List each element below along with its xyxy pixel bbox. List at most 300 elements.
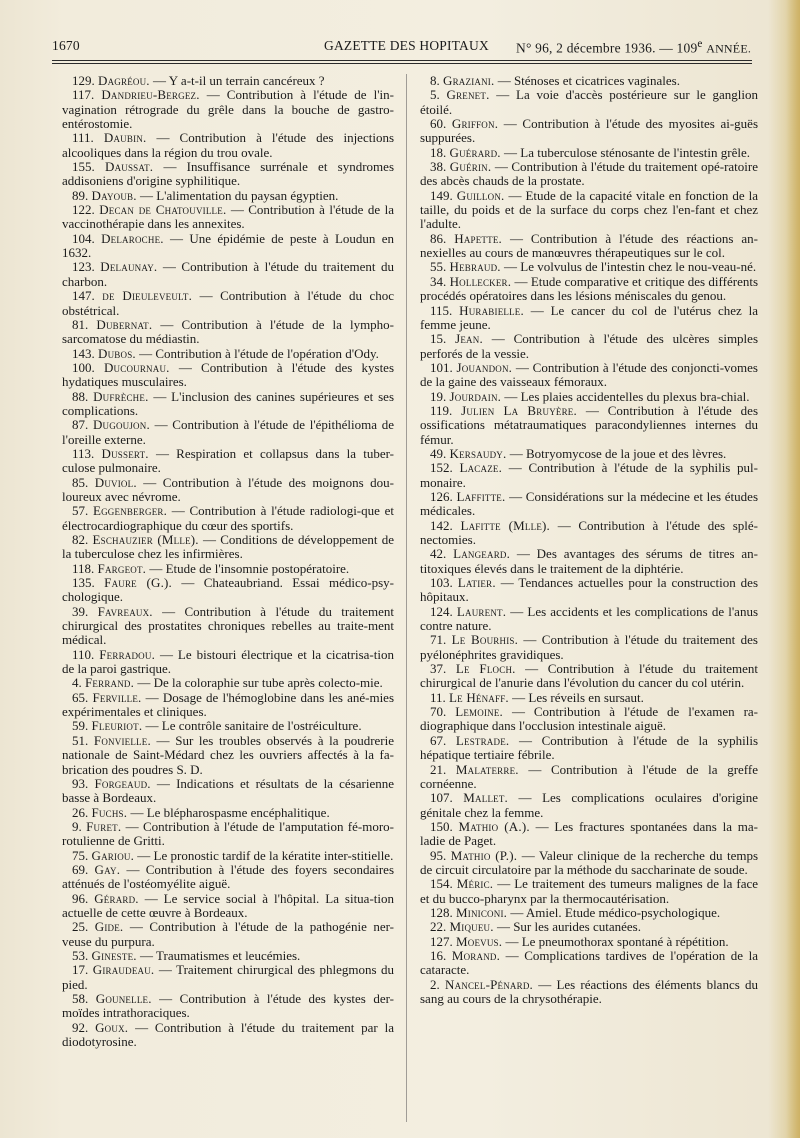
entry-number: 135. (72, 575, 95, 591)
entry-title: — Chateaubriand. Essai médico-psy-chologique. (62, 575, 394, 605)
entry-number: 65. (72, 689, 89, 705)
entry-title: — Contribution à l'étude du traitement par la diodotyrosine. (62, 1019, 394, 1050)
thesis-entry (420, 361, 758, 390)
thesis-entry (62, 447, 394, 476)
thesis-entry (62, 74, 394, 88)
thesis-entry (420, 88, 758, 117)
entry-title: — Contribution à l'étude des réactions an-nexielles au cours de manœuvres thérapeutiques sur le col. (420, 230, 758, 261)
thesis-entry (62, 418, 394, 447)
thesis-entry (62, 992, 394, 1021)
entry-author: Dayoub. (91, 187, 137, 203)
page-edge-stain (786, 0, 800, 1138)
entry-number: 95. (430, 847, 447, 863)
thesis-entry (420, 906, 758, 920)
entry-title: — Insuffisance surrénale et syndromes addisoniens d'origine syphilitique. (62, 159, 394, 189)
thesis-entry (62, 504, 394, 533)
page-number: 1670 (52, 38, 80, 53)
thesis-entry (62, 533, 394, 562)
thesis-entry (62, 777, 394, 806)
entry-title: — Etude de la capacité vitale en fonction de la taille, du poids et de la surface du corps chez l'en-fant et chez l'adulte. (420, 187, 759, 232)
thesis-entry (420, 877, 758, 906)
entry-title: — Respiration et collapsus dans la tuber-culose pulmonaire. (62, 445, 394, 476)
entry-title: — Contribution à l'étude des conjoncti-vomes de la gaine des vaisseaux fémoraux. (420, 359, 758, 390)
entry-number: 85. (72, 474, 89, 490)
entry-title: — Les complications oculaires d'origine génitale chez la femme. (420, 790, 758, 820)
entry-author: Laffitte. (456, 488, 506, 504)
entry-author: Eggenberger. (92, 503, 168, 519)
thesis-entry (420, 146, 758, 160)
column-divider (406, 74, 407, 1122)
entry-number: 150. (430, 818, 453, 834)
thesis-entry (62, 189, 394, 203)
entry-number: 92. (72, 1019, 89, 1035)
entry-number: 113. (72, 445, 95, 461)
entry-title: — Botryomycose de la joue et des lèvres. (506, 445, 727, 461)
issue-sup: e (697, 38, 703, 50)
entry-number: 57. (72, 503, 89, 519)
entry-title: — Une épidémie de peste à Loudun en 1632. (62, 230, 395, 261)
entry-number: 82. (72, 532, 89, 547)
entry-author: Mathio (P.). (450, 847, 518, 863)
thesis-entry (62, 806, 394, 820)
entry-title: — Contribution à l'étude de l'opération d'Ody. (135, 345, 379, 361)
entry-title: — Contribution à l'étude de l'épithélioma de l'oreille externe. (62, 417, 395, 447)
entry-title: — Contribution à l'étude des foyers secondaires atténués de l'ostéomyélite aiguë. (62, 861, 395, 892)
entry-number: 115. (430, 302, 453, 318)
thesis-entry (62, 88, 394, 131)
entry-number: 75. (72, 847, 89, 863)
entry-number: 39. (72, 603, 89, 619)
thesis-entry (420, 74, 758, 88)
entry-title: — Le cancer du col de l'utérus chez la femme jeune. (420, 302, 758, 332)
entry-author: Ferradou. (99, 646, 156, 662)
thesis-entry (420, 461, 758, 490)
entry-author: Delaunay. (100, 259, 158, 275)
entry-number: 38. (430, 159, 447, 175)
thesis-entry (420, 547, 758, 576)
entry-author: Jean. (455, 331, 483, 347)
entry-title: — Les réveils en sursaut. (508, 689, 644, 705)
entry-number: 59. (72, 718, 89, 734)
thesis-entry (62, 1021, 394, 1050)
entry-title: — Le pneumothorax spontané à répétition. (502, 933, 729, 949)
entry-number: 111. (72, 130, 94, 146)
entry-title: — Contribution à l'étude du choc obstétrical. (62, 288, 394, 318)
thesis-entry (420, 304, 758, 333)
journal-title: GAZETTE DES HOPITAUX (324, 38, 489, 53)
entry-number: 107. (430, 790, 453, 806)
entry-title: — Contribution à l'étude des myosites ai-guës suppurées. (420, 116, 758, 146)
entry-author: Dagréou. (98, 73, 150, 88)
entry-author: Moevus. (456, 933, 503, 949)
entry-author: Delaroche. (101, 230, 164, 246)
thesis-entry (62, 676, 394, 690)
thesis-entry (62, 863, 394, 892)
thesis-entry (62, 648, 394, 677)
thesis-entry (420, 404, 758, 447)
entry-number: 119. (430, 402, 453, 418)
entry-author: Fuchs. (91, 804, 128, 820)
entry-number: 18. (430, 144, 447, 160)
entry-number: 152. (430, 460, 453, 476)
entry-title: — Etude de l'insomnie postopératoire. (146, 560, 350, 576)
entry-author: Fleuriot. (91, 718, 143, 734)
entry-title: — Des avantages des sérums de titres an-titoxiques élevés dans le traitement de la diphtérie. (420, 546, 758, 576)
entry-title: — Le traitement des tumeurs malignes de la face et du bucco-pharynx par la thermocautérisation. (420, 876, 758, 906)
thesis-entry (62, 390, 394, 419)
thesis-entry (420, 734, 758, 763)
entry-title: — Considérations sur la médecine et les études médicales. (420, 488, 758, 519)
entry-number: 25. (72, 919, 89, 935)
entry-author: Forgeaud. (94, 775, 151, 791)
thesis-entry (62, 949, 394, 963)
thesis-entry (420, 662, 758, 691)
entry-title: — Contribution à l'étude des kystes hydatiques musculaires. (62, 359, 395, 390)
entry-title: — L'alimentation du paysan égyptien. (136, 187, 339, 203)
entry-number: 53. (72, 947, 89, 963)
entry-author: Mallet. (463, 790, 508, 806)
entry-author: Kersaudy. (449, 445, 507, 461)
entry-author: Lafitte (Mlle). (460, 517, 551, 533)
thesis-entry (420, 605, 758, 634)
entry-number: 21. (430, 761, 447, 777)
thesis-entry (62, 289, 394, 318)
thesis-entry (62, 920, 394, 949)
entry-title: — Contribution à l'étude de l'in-vagination rétrograde du grêle dans la bouche de gastro-entérostomie. (62, 87, 394, 132)
entry-author: Griffon. (451, 116, 499, 132)
entry-author: Mathio (A.). (458, 818, 530, 834)
entry-title: — La tuberculose sténosante de l'intestin grêle. (500, 144, 751, 160)
entry-author: Dandrieu-Bergez. (101, 87, 200, 103)
entry-number: 118. (72, 560, 95, 576)
entry-author: Gineste. (91, 947, 137, 963)
entry-title: — Le blépharospasme encéphalitique. (127, 804, 330, 820)
thesis-entry (62, 576, 394, 605)
thesis-entry (420, 117, 758, 146)
entry-author: Eschauzier (Mlle). (92, 532, 199, 547)
entry-title: — Traumatismes et leucémies. (136, 947, 301, 963)
thesis-entry (420, 949, 758, 978)
thesis-entry (420, 189, 758, 232)
entry-number: 147. (72, 288, 95, 304)
entry-title: — Contribution à l'étude de la syphilis hépatique tertiaire fébrile. (420, 732, 758, 763)
thesis-entry (420, 160, 758, 189)
entry-number: 67. (430, 732, 447, 748)
thesis-entry (420, 519, 758, 548)
left-column (62, 74, 394, 1049)
thesis-entry (420, 275, 758, 304)
entry-number: 4. (72, 675, 82, 691)
entry-author: Miqueu. (449, 919, 494, 935)
entry-number: 26. (72, 804, 89, 820)
thesis-entry (62, 734, 394, 777)
entry-author: Fargeot. (97, 560, 147, 576)
entry-author: Furet. (86, 818, 122, 834)
entry-author: Hurabielle. (459, 302, 524, 318)
entry-author: Morand. (451, 947, 501, 963)
entry-number: 60. (430, 116, 447, 132)
entry-title: — Le contrôle sanitaire de l'ostréiculture. (142, 718, 362, 734)
thesis-entry (62, 232, 394, 261)
entry-title: — Etude comparative et critique des différents procédés opératoires dans les lésions méniscales du genou. (420, 273, 759, 304)
entry-author: Grenet. (446, 87, 490, 103)
entry-number: 22. (430, 919, 447, 935)
entry-title: — Le pronostic tardif de la kératite inter-stitielle. (134, 847, 394, 863)
entry-title: — Y a-t-il un terrain cancéreux ? (149, 73, 325, 88)
entry-title: — Contribution à l'étude du traitement du charbon. (62, 259, 394, 289)
thesis-entry (420, 705, 758, 734)
entry-number: 93. (72, 775, 89, 791)
entry-title: — De la coloraphie sur tube après colecto-mie. (134, 675, 383, 691)
thesis-entry (420, 447, 758, 461)
entry-author: Le Floch. (455, 661, 516, 677)
thesis-entry (420, 935, 758, 949)
entry-number: 15. (430, 331, 447, 347)
thesis-entry (62, 892, 394, 921)
entry-author: Malaterre. (455, 761, 519, 777)
thesis-entry (420, 490, 758, 519)
thesis-entry (62, 347, 394, 361)
entry-number: 51. (72, 732, 89, 748)
entry-author: Gide. (94, 919, 124, 935)
entry-title: — Valeur clinique de la recherche du temps de circuit circulatoire par la méthode du saccharinate de soude. (420, 847, 759, 877)
entry-author: Ducournau. (103, 359, 170, 375)
entry-number: 87. (72, 417, 89, 433)
entry-author: Dugoujon. (92, 417, 150, 433)
entry-title: — Contribution à l'étude de la pathogénie ner-veuse du purpura. (62, 919, 394, 949)
entry-title: — Contribution à l'étude du traitement opé-ratoire des abcès chauds de la prostate. (420, 159, 759, 189)
entry-number: 81. (72, 316, 89, 332)
entry-author: Lacaze. (459, 460, 503, 476)
entry-author: Julien La Bruyère. (461, 402, 577, 418)
entry-number: 96. (72, 890, 89, 906)
thesis-entry (420, 576, 758, 605)
entry-number: 16. (430, 947, 447, 963)
entry-author: Guérard. (449, 144, 501, 160)
entry-number: 126. (430, 488, 453, 504)
entry-author: Giraudeau. (92, 962, 155, 978)
entry-author: Méric. (456, 876, 494, 892)
entry-title: — Le service social à l'hôpital. La situa-tion actuelle de cette œuvre à Bordeaux. (62, 890, 395, 920)
thesis-entry (420, 633, 758, 662)
entry-title: — Sur les troubles observés à la poudrerie nationale de Saint-Médard chez les ouvriers affectés à la fa-brication des poudres S. D. (62, 732, 394, 777)
thesis-entry (420, 691, 758, 705)
entry-author: Ferrand. (85, 675, 135, 691)
entry-title: — L'inclusion des canines supérieures et ses complications. (62, 388, 394, 418)
header-rule-top (52, 60, 752, 61)
thesis-entry (62, 203, 394, 232)
thesis-entry (420, 260, 758, 274)
entry-number: 100. (72, 359, 95, 375)
entry-author: Laurent. (456, 603, 507, 619)
entry-number: 110. (72, 646, 95, 662)
entry-author: Jourdain. (449, 388, 502, 404)
thesis-entry (420, 820, 758, 849)
entry-title: — Sténoses et cicatrices vaginales. (494, 73, 680, 88)
thesis-entry (62, 361, 394, 390)
thesis-entry (62, 691, 394, 720)
entry-author: Graziani. (443, 73, 495, 88)
entry-title: — Contribution à l'étude du traitement chirurgical de l'anurie dans l'évolution du cancer du col utérin. (420, 661, 758, 691)
entry-author: Dubernat. (96, 316, 153, 332)
entry-number: 101. (430, 359, 453, 375)
entry-number: 143. (72, 345, 95, 361)
entry-title: — Contribution à l'étude de l'amputation fé-moro-rotulienne de Gritti. (62, 818, 395, 849)
entry-author: Duviol. (94, 474, 137, 490)
entry-author: Dubos. (98, 345, 136, 361)
thesis-entry (62, 562, 394, 576)
entry-title: — Conditions de développement de la tuberculose chez les infirmières. (62, 532, 394, 562)
entry-number: 37. (430, 661, 447, 677)
entry-author: de Dieuleveult. (102, 288, 193, 304)
thesis-entry (62, 318, 394, 347)
entry-number: 149. (430, 187, 453, 203)
entry-title: — Contribution à l'étude de la greffe cornéenne. (420, 761, 758, 791)
entry-author: Guérin. (449, 159, 492, 175)
entry-number: 19. (430, 388, 447, 404)
entry-number: 2. (430, 976, 440, 992)
entry-title: — Contribution à l'étude des ulcères simples perforés de la vessie. (420, 331, 758, 361)
entry-author: Daussat. (104, 159, 154, 175)
entry-number: 55. (430, 259, 447, 275)
entry-number: 88. (72, 388, 89, 404)
thesis-entry (420, 390, 758, 404)
issue-annee: ANNÉE. (706, 41, 752, 56)
entry-number: 49. (430, 445, 447, 461)
entry-number: 86. (430, 230, 447, 246)
entry-author: Dussert. (101, 445, 149, 461)
entry-author: Le Hénaff. (449, 689, 509, 705)
entry-number: 58. (72, 991, 89, 1006)
entry-number: 123. (72, 259, 95, 275)
entry-number: 103. (430, 575, 453, 591)
thesis-entry (62, 849, 394, 863)
entry-number: 117. (72, 87, 95, 103)
entry-author: Nancel-Pénard. (444, 976, 533, 992)
thesis-entry (420, 763, 758, 792)
entry-number: 128. (430, 904, 453, 920)
entry-title: — Sur les aurides cutanées. (493, 919, 641, 935)
entry-title: — Les plaies accidentelles du plexus bra-chial. (501, 388, 750, 404)
entry-author: Hebraud. (449, 259, 501, 275)
entry-title: — Contribution à l'étude des ossifications métatraumatiques paracondyliennes internes du fémur. (420, 402, 759, 447)
entry-number: 124. (430, 603, 453, 619)
entry-author: Decan de Chatouville. (99, 202, 227, 218)
entry-author: Goux. (95, 1019, 129, 1035)
entry-author: Favreaux. (97, 603, 153, 619)
entry-title: — Le bistouri électrique et la cicatrisa-tion de la paroi gastrique. (62, 646, 394, 677)
entry-number: 154. (430, 876, 453, 892)
thesis-entry (62, 131, 394, 160)
entry-title: — Contribution à l'étude du traitement chirurgical des prostatites chroniques rebelles au traite-ment médical. (62, 603, 394, 648)
entry-author: Faure (G.). (104, 575, 172, 591)
thesis-entry (420, 849, 758, 878)
entry-title: — Contribution à l'étude des injections alcooliques dans la région du trou ovale. (62, 130, 395, 160)
entry-number: 11. (430, 689, 446, 705)
thesis-entry (62, 260, 394, 289)
entry-title: — Le volvulus de l'intestin chez le nou-veau-né. (500, 259, 757, 275)
entry-title: — Amiel. Etude médico-psychologique. (507, 904, 721, 920)
entry-number: 8. (430, 73, 440, 88)
thesis-entry (62, 820, 394, 849)
right-column (420, 74, 758, 1006)
thesis-entry (62, 605, 394, 648)
entry-number: 71. (430, 632, 447, 648)
entry-author: Lestrade. (455, 732, 510, 748)
entry-title: — Contribution à l'étude du traitement des pyélonéphrites gravidiques. (420, 632, 758, 662)
entry-title: — Traitement chirurgical des phlegmons du pied. (62, 962, 395, 992)
entry-number: 104. (72, 230, 95, 246)
entry-author: Gariou. (91, 847, 135, 863)
entry-author: Langeard. (453, 546, 511, 562)
entry-author: Gounelle. (95, 991, 152, 1006)
thesis-entry (420, 332, 758, 361)
thesis-entry (62, 476, 394, 505)
entry-number: 122. (72, 202, 95, 218)
entry-number: 155. (72, 159, 95, 175)
header-rule-bottom (52, 63, 752, 64)
entry-title: — Les fractures spontanées dans la ma-ladie de Paget. (420, 818, 758, 849)
thesis-entry (420, 791, 758, 820)
entry-title: — Contribution à l'étude de la syphilis pul-monaire. (420, 460, 758, 490)
entry-title: — Indications et résultats de la césarienne basse à Bordeaux. (62, 775, 394, 806)
page-header (52, 38, 758, 58)
entry-title: — Les accidents et les complications de l'anus contre nature. (420, 603, 759, 634)
entry-number: 127. (430, 933, 453, 949)
entry-title: — Tendances actuelles pour la construction des hôpitaux. (420, 575, 759, 605)
entry-title: — Contribution à l'étude radiologi-que et électrocardiographique du cœur des sportifs. (62, 503, 394, 533)
entry-number: 70. (430, 704, 447, 720)
entry-author: Lemoine. (455, 704, 503, 720)
entry-title: — Contribution à l'étude des kystes der-moïdes intrathoraciques. (62, 991, 394, 1021)
entry-author: Gérard. (94, 890, 139, 906)
issue-date: N° 96, 2 décembre 1936. — 109 (516, 40, 698, 56)
entry-author: Fonvielle. (93, 732, 151, 748)
thesis-entry (420, 232, 758, 261)
entry-number: 34. (430, 273, 447, 289)
entry-author: Le Bourhis. (451, 632, 519, 648)
entry-author: Daubin. (103, 130, 147, 146)
thesis-entry (420, 920, 758, 934)
entry-author: Hollecker. (449, 273, 512, 289)
thesis-entry (420, 978, 758, 1007)
entry-author: Jouandon. (456, 359, 513, 375)
entry-number: 89. (72, 187, 89, 203)
entry-number: 5. (430, 87, 440, 103)
entry-number: 17. (72, 962, 89, 978)
entry-author: Gay. (94, 861, 121, 877)
entry-author: Guillon. (456, 187, 505, 203)
entry-title: — Dosage de l'hémoglobine dans les ané-mies expérimentales et cliniques. (62, 689, 395, 720)
thesis-entry (62, 719, 394, 733)
entry-number: 142. (430, 517, 453, 533)
entry-title: — Contribution à l'étude de la vaccinothérapie dans les annexites. (62, 202, 394, 232)
entry-title: — Complications tardives de l'opération de la cataracte. (420, 947, 759, 978)
entry-title: — Contribution à l'étude de l'examen ra-diographique dans l'occlusion intestinale aiguë. (420, 704, 759, 734)
entry-author: Miniconi. (456, 904, 508, 920)
entry-number: 69. (72, 861, 89, 877)
entry-title: — Les réactions des éléments blancs du sang au cours de la chrysothérapie. (420, 976, 759, 1006)
entry-author: Dufrèche. (93, 388, 149, 404)
thesis-entry (62, 963, 394, 992)
entry-number: 129. (72, 73, 95, 88)
entry-author: Ferville. (92, 689, 142, 705)
entry-title: — Contribution à l'étude des splé-nectomies. (420, 517, 758, 547)
entry-number: 9. (72, 818, 82, 834)
thesis-entry (62, 160, 394, 189)
entry-author: Hapette. (454, 230, 502, 246)
entry-title: — Contribution à l'étude de la lympho-sarcomatose du médiastin. (62, 316, 395, 347)
